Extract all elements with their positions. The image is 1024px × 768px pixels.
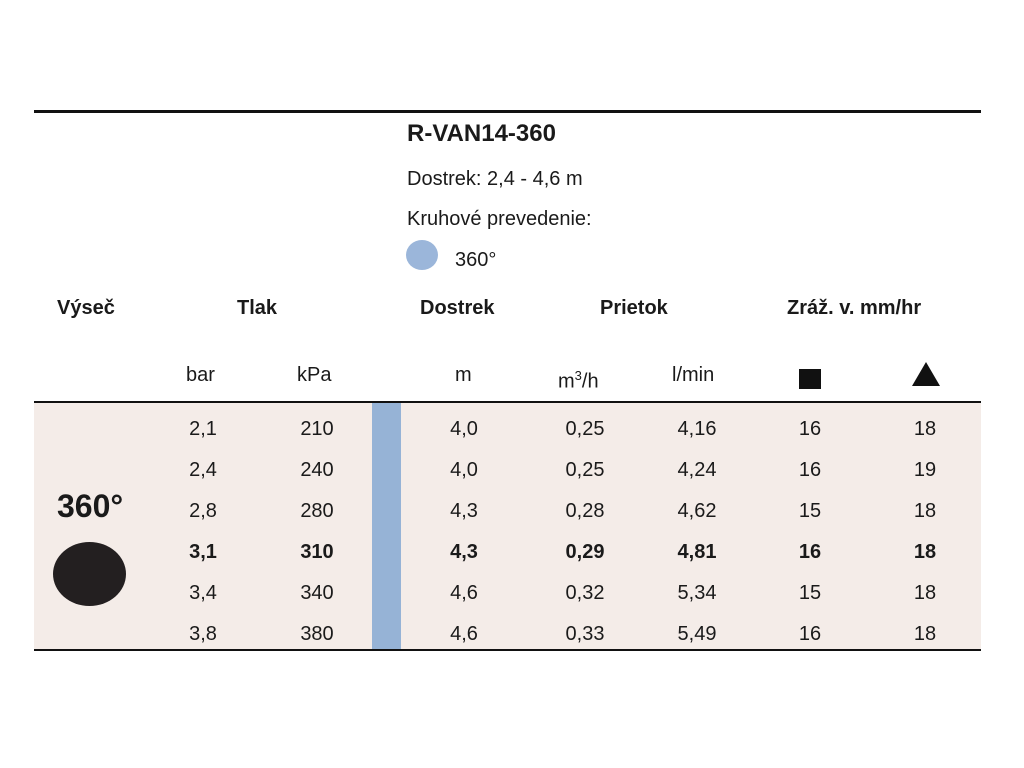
cell-radius: 4,0 (450, 459, 478, 481)
cell-precip-square: 15 (798, 500, 822, 522)
cell-precip-square: 16 (798, 541, 822, 563)
model-title: R-VAN14-360 (407, 120, 556, 147)
cell-precip-square: 16 (798, 418, 822, 440)
unit-m: m (455, 364, 472, 386)
column-header-flow: Prietok (600, 297, 668, 319)
sector-label: 360° (57, 488, 124, 524)
triangle-spacing-icon (912, 362, 940, 386)
table-row (0, 582, 1024, 612)
cell-precip-triangle: 18 (913, 582, 937, 604)
cell-flow-lmin: 5,34 (677, 582, 717, 604)
cell-radius: 4,6 (450, 582, 478, 604)
cell-kpa: 380 (300, 623, 334, 645)
cell-kpa: 340 (300, 582, 334, 604)
cell-flow-m3h: 0,25 (565, 459, 605, 481)
cell-flow-lmin: 5,49 (677, 623, 717, 645)
unit-m3h (558, 368, 599, 394)
cell-kpa: 310 (300, 541, 334, 563)
table-row (0, 459, 1024, 489)
arc-value: 360° (455, 249, 497, 271)
unit-bar: bar (186, 364, 215, 386)
column-header-precipitation: Zráž. v. mm/hr (787, 297, 922, 319)
range-text: Dostrek: 2,4 - 4,6 m (407, 168, 583, 190)
cell-radius: 4,3 (450, 541, 478, 563)
cell-flow-lmin: 4,16 (677, 418, 717, 440)
cell-radius: 4,3 (450, 500, 478, 522)
cell-precip-square: 16 (798, 459, 822, 481)
bottom-rule (34, 649, 981, 651)
unit-lmin: l/min (672, 364, 715, 386)
column-header-radius: Dostrek (420, 297, 495, 319)
square-spacing-icon (799, 369, 821, 389)
cell-bar: 2,4 (189, 459, 217, 481)
cell-bar: 3,4 (189, 582, 217, 604)
arc-label: Kruhové prevedenie: (407, 208, 592, 230)
top-rule (34, 110, 981, 113)
column-header-sector: Výseč (57, 297, 115, 319)
cell-flow-m3h: 0,28 (565, 500, 605, 522)
cell-precip-triangle: 18 (913, 500, 937, 522)
table-row (0, 500, 1024, 530)
cell-kpa: 240 (300, 459, 334, 481)
cell-radius: 4,0 (450, 418, 478, 440)
cell-precip-triangle: 18 (913, 623, 937, 645)
unit-m3h-tail: /h (581, 370, 599, 393)
cell-kpa: 280 (300, 500, 334, 522)
full-circle-legend-icon (406, 240, 438, 270)
cell-precip-triangle: 18 (913, 418, 937, 440)
cell-bar: 2,8 (189, 500, 217, 522)
cell-flow-m3h: 0,25 (565, 418, 605, 440)
unit-m3h-base: m (558, 370, 575, 393)
cell-bar: 2,1 (189, 418, 217, 440)
table-row (0, 541, 1024, 571)
unit-kpa: kPa (297, 364, 332, 386)
cell-flow-m3h: 0,29 (565, 541, 605, 563)
cell-bar: 3,1 (189, 541, 217, 563)
cell-precip-square: 15 (798, 582, 822, 604)
cell-flow-lmin: 4,24 (677, 459, 717, 481)
cell-precip-triangle: 18 (913, 541, 937, 563)
unit-m3h-exponent: 3 (574, 368, 582, 383)
table-row (0, 418, 1024, 448)
cell-flow-lmin: 4,62 (677, 500, 717, 522)
cell-flow-lmin: 4,81 (677, 541, 717, 563)
cell-radius: 4,6 (450, 623, 478, 645)
cell-flow-m3h: 0,33 (565, 623, 605, 645)
column-header-pressure: Tlak (237, 297, 278, 319)
cell-bar: 3,8 (189, 623, 217, 645)
cell-precip-triangle: 19 (913, 459, 937, 481)
cell-flow-m3h: 0,32 (565, 582, 605, 604)
cell-kpa: 210 (300, 418, 334, 440)
cell-precip-square: 16 (798, 623, 822, 645)
